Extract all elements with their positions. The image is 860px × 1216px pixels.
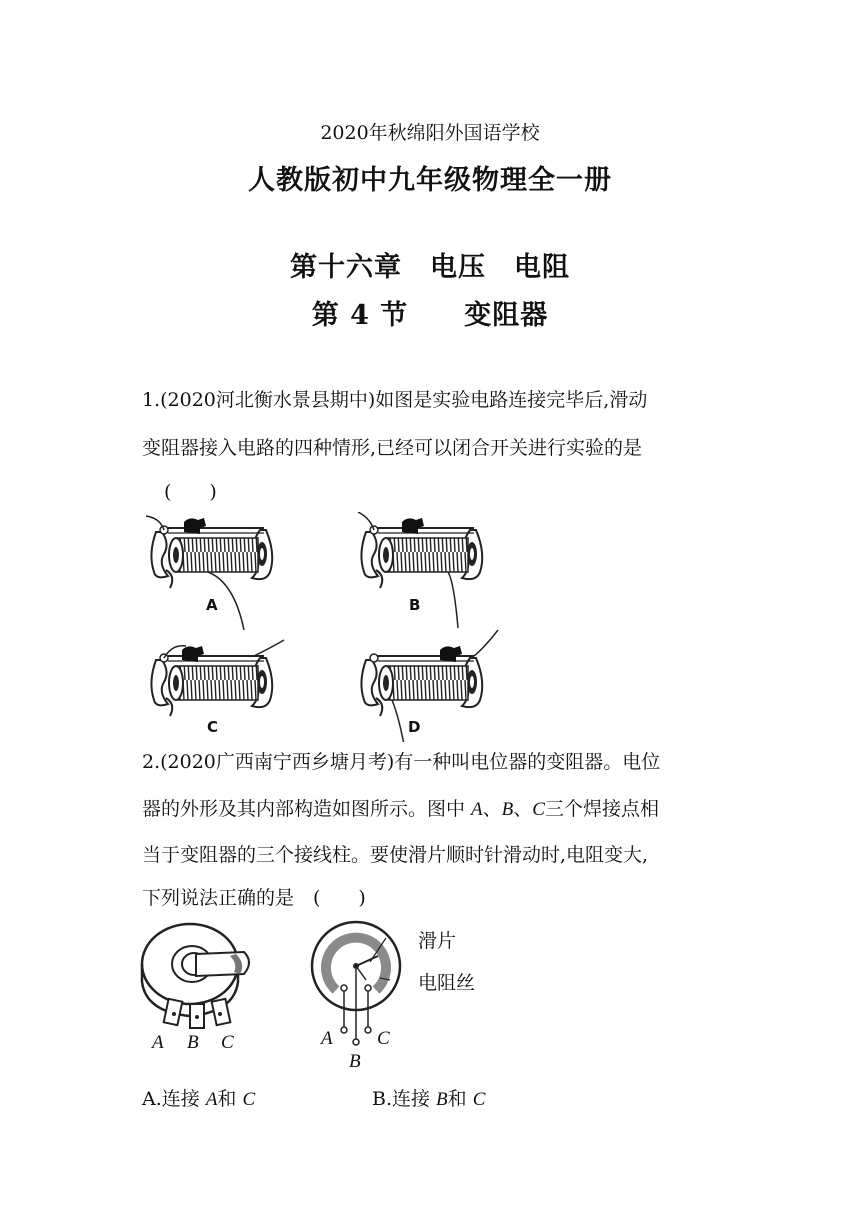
q1-option-d-label: D [408, 718, 421, 736]
potentiometer-exterior-figure [138, 920, 263, 1035]
q1-line-1: 1.(2020河北衡水景县期中)如图是实验电路连接完毕后,滑动 [142, 389, 648, 411]
chapter-title: 第十六章 电压 电阻 [290, 252, 570, 283]
q1-option-a-label: A [206, 596, 218, 614]
internal-label-b: B [349, 1051, 361, 1072]
potentiometer-internal-figure [300, 918, 420, 1053]
q1-rheostat-figures [140, 512, 500, 742]
q2-line-1: 2.(2020广西南宁西乡塘月考)有一种叫电位器的变阻器。电位 [142, 751, 661, 773]
internal-label-c: C [377, 1028, 390, 1049]
q1-option-c-label: C [207, 718, 219, 736]
resistance-wire-label: 电阻丝 [418, 972, 476, 994]
exterior-label-b: B [187, 1032, 199, 1053]
rheostat-d [361, 630, 498, 742]
q2-option-a: A.连接 A和 C [142, 1088, 256, 1110]
school-line: 2020年秋绵阳外国语学校 [320, 122, 540, 144]
q2-line-3: 当于变阻器的三个接线柱。要使滑片顺时针滑动时,电阻变大, [142, 844, 649, 866]
exterior-label-a: A [152, 1032, 164, 1053]
book-title: 人教版初中九年级物理全一册 [248, 165, 612, 196]
exterior-label-c: C [221, 1032, 234, 1053]
q2-line-2: 器的外形及其内部构造如图所示。图中 A、B、C三个焊接点相 [142, 798, 659, 820]
section-title: 第 4 节 变阻器 [311, 300, 549, 331]
q2-option-b: B.连接 B和 C [372, 1088, 486, 1110]
q1-option-b-label: B [409, 596, 421, 614]
q1-line-2: 变阻器接入电路的四种情形,已经可以闭合开关进行实验的是 [142, 437, 643, 459]
q1-answer-bracket: ( ) [164, 481, 217, 503]
q2-line-4: 下列说法正确的是 ( ) [142, 887, 366, 909]
internal-label-a: A [321, 1028, 333, 1049]
slider-label: 滑片 [418, 930, 457, 952]
rheostat-c [151, 640, 284, 716]
